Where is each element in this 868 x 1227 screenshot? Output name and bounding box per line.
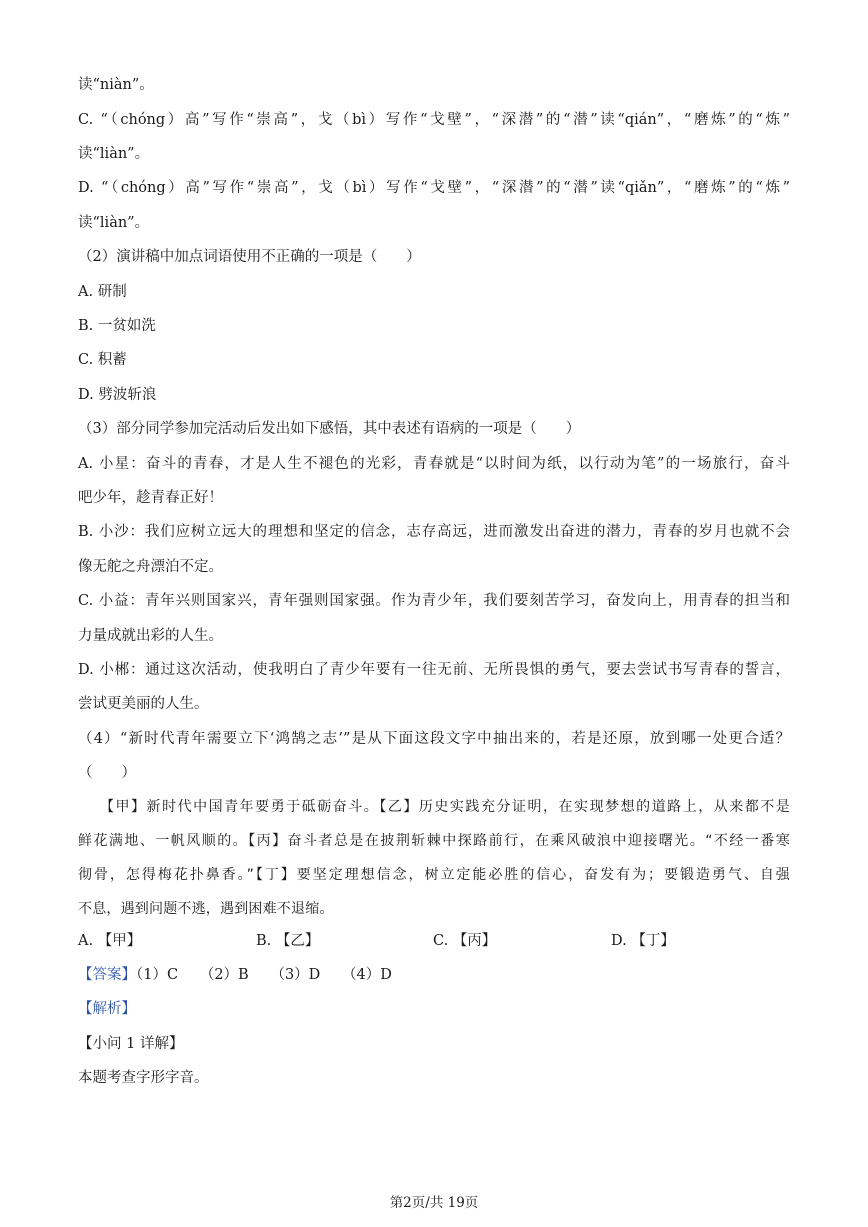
- option-b: B. 一贫如洗: [78, 318, 156, 334]
- text-line: 像无舵之舟漂泊不定。: [78, 559, 223, 575]
- sub-question-heading: 【小问 1 详解】: [78, 1036, 184, 1052]
- passage-line: 彻骨，怎得梅花扑鼻香。”【丁】要坚定理想信念，树立定能必胜的信心，奋发有为；要锻造勇气、自强: [78, 867, 790, 883]
- option-c: C. 积蓄: [78, 352, 127, 368]
- option-b-line: B. 小沙：我们应树立远大的理想和坚定的信念，志存高远，进而激发出奋进的潜力，青春的岁月也就不会: [78, 524, 790, 540]
- question-3: （3）部分同学参加完活动后发出如下感悟，其中表述有语病的一项是（ ）: [78, 421, 581, 437]
- text-line: 力量成就出彩的人生。: [78, 628, 223, 644]
- answer-blank: （ ）: [78, 765, 136, 781]
- answer-label: 【答案】: [78, 967, 136, 983]
- sub-question-text: 本题考查字形字音。: [78, 1070, 209, 1086]
- option-c-line: C. “（chóng）高”写作“崇高”，戈（bì）写作“戈壁”，“深潜”的“潜”读“qián”，“磨炼”的“炼”: [78, 112, 790, 128]
- text-line: 读“niàn”。: [78, 77, 154, 93]
- answer-text: （1）C （2）B （3）D （4）D: [136, 967, 392, 983]
- text-line: 读“liàn”。: [78, 146, 150, 162]
- answer-line: [78, 963, 392, 984]
- text-line: 尝试更美丽的人生。: [78, 696, 209, 712]
- option-d-line: D. “（chóng）高”写作“崇高”，戈（bì）写作“戈壁”，“深潜”的“潜”读“qiǎn”，“磨炼”的“炼”: [78, 180, 790, 196]
- q4-option-a: A. 【甲】: [78, 933, 142, 949]
- q4-option-d: D. 【丁】: [611, 933, 675, 949]
- page-footer: 第2页/共 19页: [389, 1195, 479, 1211]
- option-a-line: A. 小星：奋斗的青春，才是人生不褪色的光彩，青春就是“以时间为纸，以行动为笔”的一场旅行，奋斗: [78, 456, 790, 472]
- passage-line: 不息，遇到问题不逃，遇到困难不退缩。: [78, 901, 334, 917]
- passage-line: 【甲】新时代中国青年要勇于砥砺奋斗。【乙】历史实践充分证明，在实现梦想的道路上，从来都不是: [100, 799, 790, 815]
- option-a: A. 研制: [78, 284, 127, 300]
- question-4: （4）“新时代青年需要立下‘鸿鹄之志’”是从下面这段文字中抽出来的，若是还原，放到哪一处更合适？: [78, 731, 790, 747]
- question-2: （2）演讲稿中加点词语使用不正确的一项是（ ）: [78, 249, 421, 265]
- passage-line: 鲜花满地、一帆风顺的。【丙】奋斗者总是在披荆斩棘中探路前行，在乘风破浪中迎接曙光。“不经一番寒: [78, 833, 790, 849]
- option-d: D. 劈波斩浪: [78, 387, 157, 403]
- option-c-line: C. 小益：青年兴则国家兴，青年强则国家强。作为青少年，我们要刻苦学习，奋发向上，用青春的担当和: [78, 593, 790, 609]
- q4-option-c: C. 【丙】: [433, 933, 497, 949]
- q4-option-b: B. 【乙】: [256, 933, 320, 949]
- text-line: 读“liàn”。: [78, 215, 150, 231]
- text-line: 吧少年，趁青春正好！: [78, 490, 223, 506]
- analysis-label: 【解析】: [78, 1001, 136, 1017]
- option-d-line: D. 小郴：通过这次活动，使我明白了青少年要有一往无前、无所畏惧的勇气，要去尝试书写青春的誓言，: [78, 662, 790, 678]
